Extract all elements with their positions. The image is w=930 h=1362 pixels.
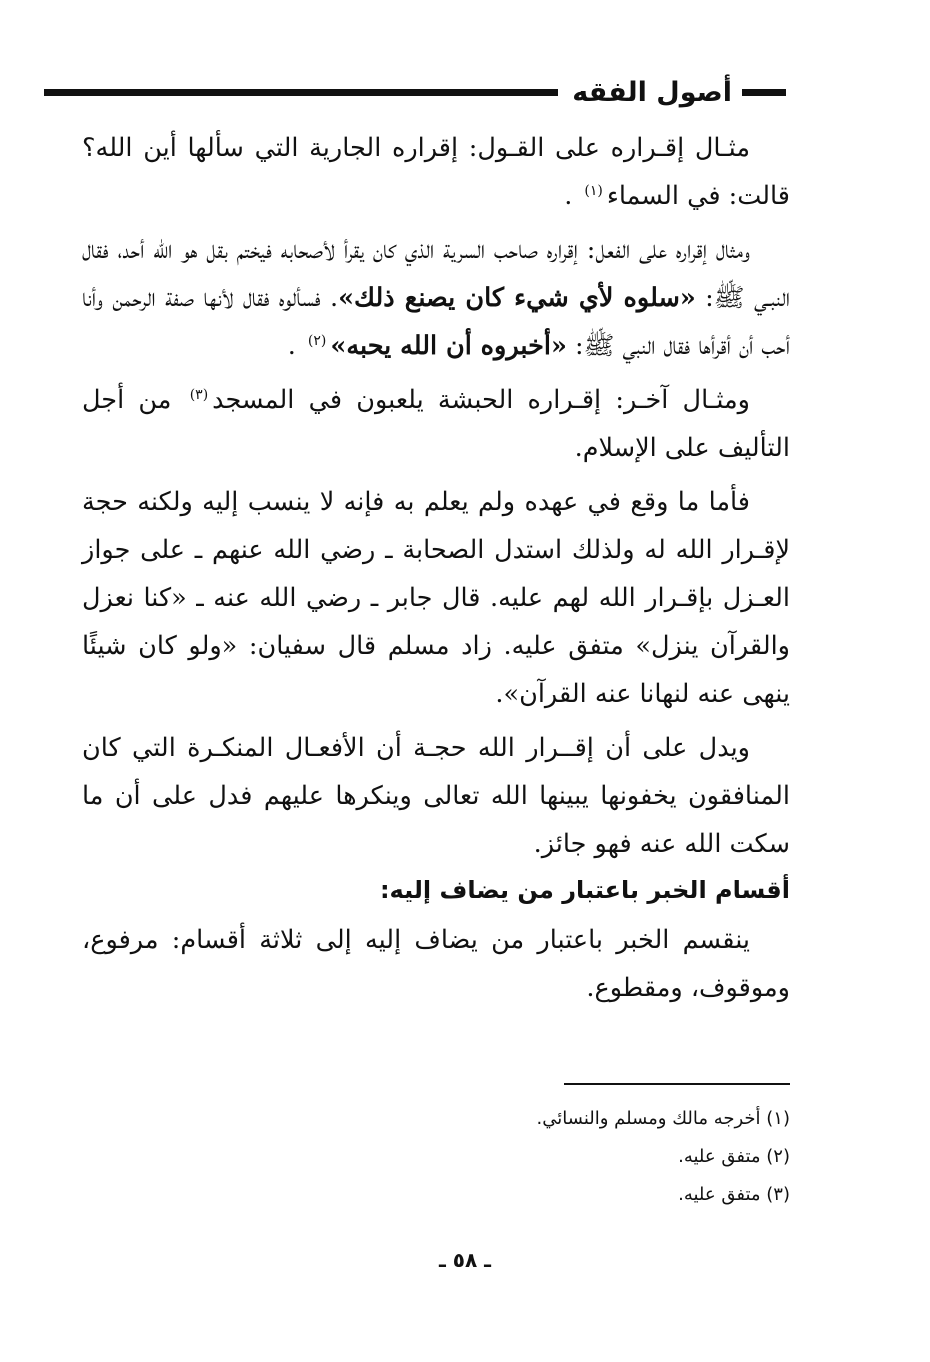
footnote-ref: (٢) <box>307 332 327 349</box>
text-run: ويدل على أن إقــرار الله حجـة أن الأفعـال المنكـرة التي كان المنافقون يخفونها يبينها الله تعالى وينكرها عليهم فدل على أن ما سكت الله عنه فهو جائز. <box>82 733 790 859</box>
hadith-quote: «أخبروه أن الله يحبه» <box>330 331 567 361</box>
text-run: . <box>564 181 581 211</box>
text-run: من أجل التأليف على الإسلام. <box>82 385 790 463</box>
text-run: ومثال إقراره على الفعل: إقراره صاحب السرية الذي كان يقرأ لأصحابه فيختم بقل هو الله أحد، فقال النبـي ﷺ: <box>82 235 790 313</box>
footnote-ref: (٣) <box>189 386 209 403</box>
paragraph <box>82 478 790 718</box>
footnote-separator <box>564 1083 790 1085</box>
header-rule <box>44 89 558 96</box>
main-text <box>82 124 790 1018</box>
text-run: فأما ما وقع في عهده ولم يعلم به فإنه لا ينسب إليه ولكنه حجة لإقـرار الله له ولذلك استدل الصحابة ـ رضي الله عنهم ـ على جواز العـزل بإقـرار الله لهم عليه. قال جابر ـ رضي الله عنه ـ «كنا نعزل والقرآن ينزل» متفق عليه. زاد مسلم قال سفيان: «ولو كان شيئًا ينهى عنه لنهانا عنه القرآن». <box>82 487 790 709</box>
text-run: . فسألوه فقال لأنها صفة الرحمن وأنا أحب أن أقرأها فقال النبي ﷺ: <box>82 283 790 361</box>
page-number: ـ ٥٨ ـ <box>438 1248 492 1272</box>
paragraph <box>82 124 790 220</box>
text-run: ومثـال آخـر: إقـراره الحبشة يلعبون في المسجد <box>212 385 750 415</box>
paragraph <box>82 226 790 370</box>
header-title: أصول الفقه <box>572 76 732 108</box>
paragraph <box>82 376 790 472</box>
final-paragraph: ينقسم الخبر باعتبار من يضاف إليه إلى ثلاثة أقسام: مرفوع، وموقوف، ومقطوع. <box>82 925 790 1003</box>
running-header <box>44 72 786 112</box>
footnote: (١) أخرجه مالك ومسلم والنسائي. <box>536 1108 790 1129</box>
footnote: (٢) متفق عليه. <box>678 1146 790 1167</box>
footnotes <box>390 1100 790 1214</box>
text-run: مثـال إقـراره على القـول: إقراره الجارية التي سألها أين الله؟ قالت: في السماء <box>82 133 790 211</box>
hadith-quote: «سلوه لأي شيء كان يصنع ذلك» <box>338 283 696 313</box>
header-dash <box>742 89 786 96</box>
text-run: . <box>287 331 304 361</box>
footnote: (٣) متفق عليه. <box>678 1184 790 1205</box>
paragraph <box>82 724 790 868</box>
footnote-ref: (١) <box>584 182 603 199</box>
section-heading: أقسام الخبر باعتبار من يضاف إليه: <box>379 876 790 904</box>
